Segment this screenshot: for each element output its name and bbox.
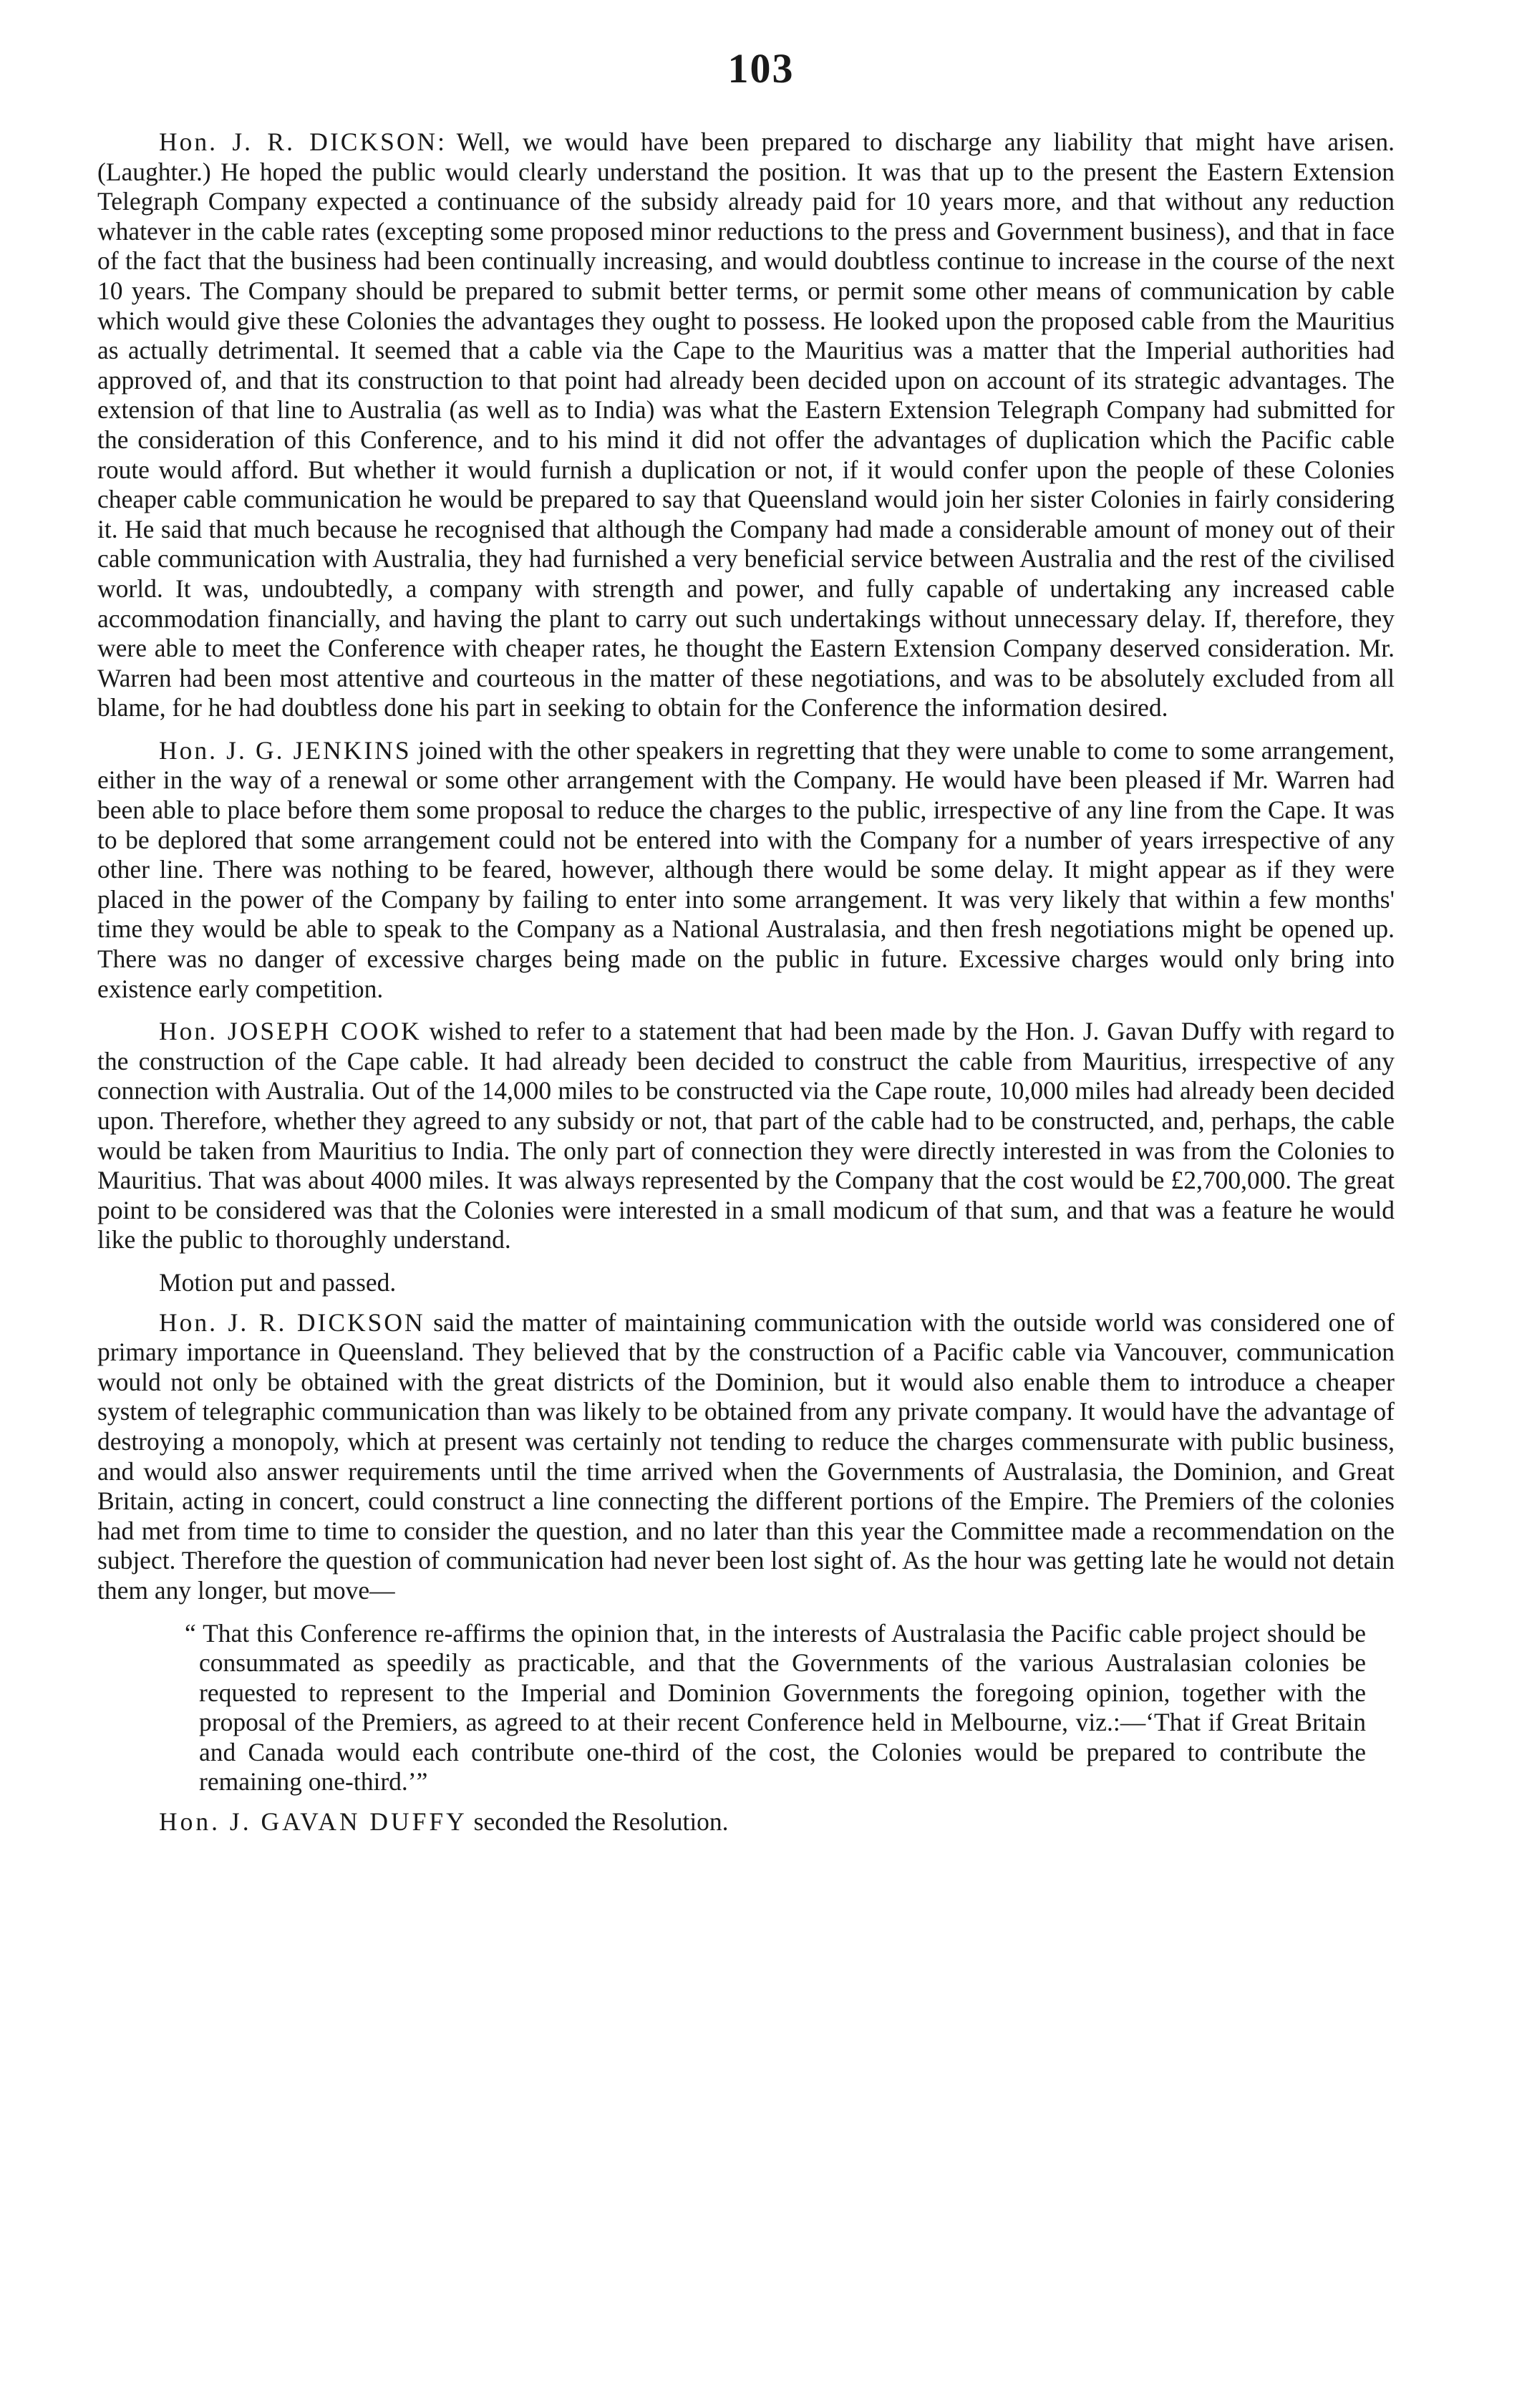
speaker-name: Hon. J. R. DICKSON xyxy=(159,1307,425,1337)
paragraph-text: Motion put and passed. xyxy=(159,1267,397,1297)
speaker-name: Hon. J. GAVAN DUFFY xyxy=(159,1807,467,1837)
speaker-name: Hon. J. G. JENKINS xyxy=(159,735,412,765)
paragraph-cook xyxy=(97,1017,1395,1255)
resolution-quote xyxy=(97,1619,1395,1798)
paragraph-dickson-2 xyxy=(97,1308,1395,1606)
page-number: 103 xyxy=(727,45,795,92)
page-body xyxy=(97,127,1395,1837)
paragraph-text: joined with the other speakers in regretting that they were unable to come to some arrangement, either in the way of a renewal or some other arrangement with the Company. He would have been pleased if Mr. Warren had been able to place before them some proposal to reduce the charges to the public, irrespective of any line from the Cape. It was to be deplored that some arrangement could not be entered into with the Company for a number of years irrespective of any other line. There was nothing to be feared, however, although there would be some delay. It might appear as if they were placed in the power of the Company by failing to enter into some arrangement. It was very likely that within a few months' time they would be able to speak to the Company as a National Australasia, and then fresh negotiations might be opened up. There was no danger of excessive charges being made on the public in future. Excessive charges would only bring into existence early competition. xyxy=(97,735,1395,1003)
paragraph-text: : Well, we would have been prepared to discharge any liability that might have arisen. (Laughter.) He hoped the public would clearly understand the position. It was that up to the present the Eastern Extension Telegraph Company expected a continuance of the subsidy already paid for 10 years more, and that without any reduction whatever in the cable rates (excepting some proposed minor reductions to the press and Government business), and that in face of the fact that the business had been continually increasing, and would doubtless continue to increase in the course of the next 10 years. The Company should be prepared to submit better terms, or permit some other means of communication by cable which would give these Colonies the advantages they ought to possess. He looked upon the proposed cable from the Mauritius as actually detrimental. It seemed that a cable via the Cape to the Mauritius was a matter that the Imperial authorities had approved of, and that its construction to that point had already been decided upon on account of its strategic advantages. The extension of that line to Australia (as well as to India) was what the Eastern Extension Telegraph Company had submitted for the consideration of this Conference, and to his mind it did not offer the advantages of duplication which the Pacific cable route would afford. But whether it would furnish a duplication or not, if it would confer upon the people of these Colonies cheaper cable communication he would be prepared to say that Queensland would join her sister Colonies in fairly considering it. He said that much because he recognised that although the Company had made a considerable amount of money out of their cable communication with Australia, they had furnished a very beneficial service between Australia and the rest of the civilised world. It was, undoubtedly, a company with strength and power, and fully capable of undertaking any increased cable accommodation financially, and having the plant to carry out such undertakings without unnecessary delay. If, therefore, they were able to meet the Conference with cheaper rates, he thought the Eastern Extension Company deserved consideration. Mr. Warren had been most attentive and courteous in the matter of these negotiations, and was to be absolutely excluded from all blame, for he had doubtless done his part in seeking to obtain for the Conference the information desired. xyxy=(97,127,1395,722)
paragraph-text: wished to refer to a statement that had been made by the Hon. J. Gavan Duffy with regard to the construction of the Cape cable. It had already been decided to construct the cable from Mauritius, irrespective of any connection with Australia. Out of the 14,000 miles to be constructed via the Cape route, 10,000 miles had already been decided upon. Therefore, whether they agreed to any subsidy or not, that part of the cable had to be constructed, and, perhaps, the cable would be taken from Mauritius to India. The only part of connection they were directly interested in was from the Colonies to Mauritius. That was about 4000 miles. It was always represented by the Company that the cost would be £2,700,000. The great point to be considered was that the Colonies were interested in a small modicum of that sum, and that was a feature he would like the public to thoroughly understand. xyxy=(97,1017,1395,1254)
paragraph-dickson-1 xyxy=(97,127,1395,723)
paragraph-text: seconded the Resolution. xyxy=(467,1807,729,1837)
motion-passed-line xyxy=(97,1268,1395,1298)
paragraph-duffy xyxy=(97,1807,1395,1837)
paragraph-text: “ That this Conference re-affirms the opinion that, in the interests of Australasia the Pacific cable project should be consummated as speedily as practicable, and that the Governments of the various Australasian colonies be requested to represent to the Imperial and Dominion Governments the foregoing opinion, together with the proposal of the Premiers, as agreed to at their recent Conference held in Melbourne, viz.:—‘That if Great Britain and Canada would each contribute one-third of the cost, the Colonies would be prepared to contribute the remaining one-third.’” xyxy=(185,1618,1366,1797)
speaker-name: Hon. JOSEPH COOK xyxy=(159,1017,422,1046)
paragraph-text: said the matter of maintaining communication with the outside world was considered one of primary importance in Queensland. They believed that by the construction of a Pacific cable via Vancouver, communication would not only be obtained with the great districts of the Dominion, but it would also enable them to introduce a cheaper system of telegraphic communication than was likely to be obtained from any private company. It would have the advantage of destroying a monopoly, which at present was certainly not tending to reduce the charges commensurate with public business, and would also answer requirements until the time arrived when the Governments of Australasia, the Dominion, and Great Britain, acting in concert, could construct a line connecting the different portions of the Empire. The Premiers of the colonies had met from time to time to consider the question, and no later than this year the Committee made a recommendation on the subject. Therefore the question of communication had never been lost sight of. As the hour was getting late he would not detain them any longer, but move— xyxy=(97,1307,1395,1605)
paragraph-jenkins xyxy=(97,736,1395,1004)
speaker-name: Hon. J. R. DICKSON xyxy=(159,127,438,156)
